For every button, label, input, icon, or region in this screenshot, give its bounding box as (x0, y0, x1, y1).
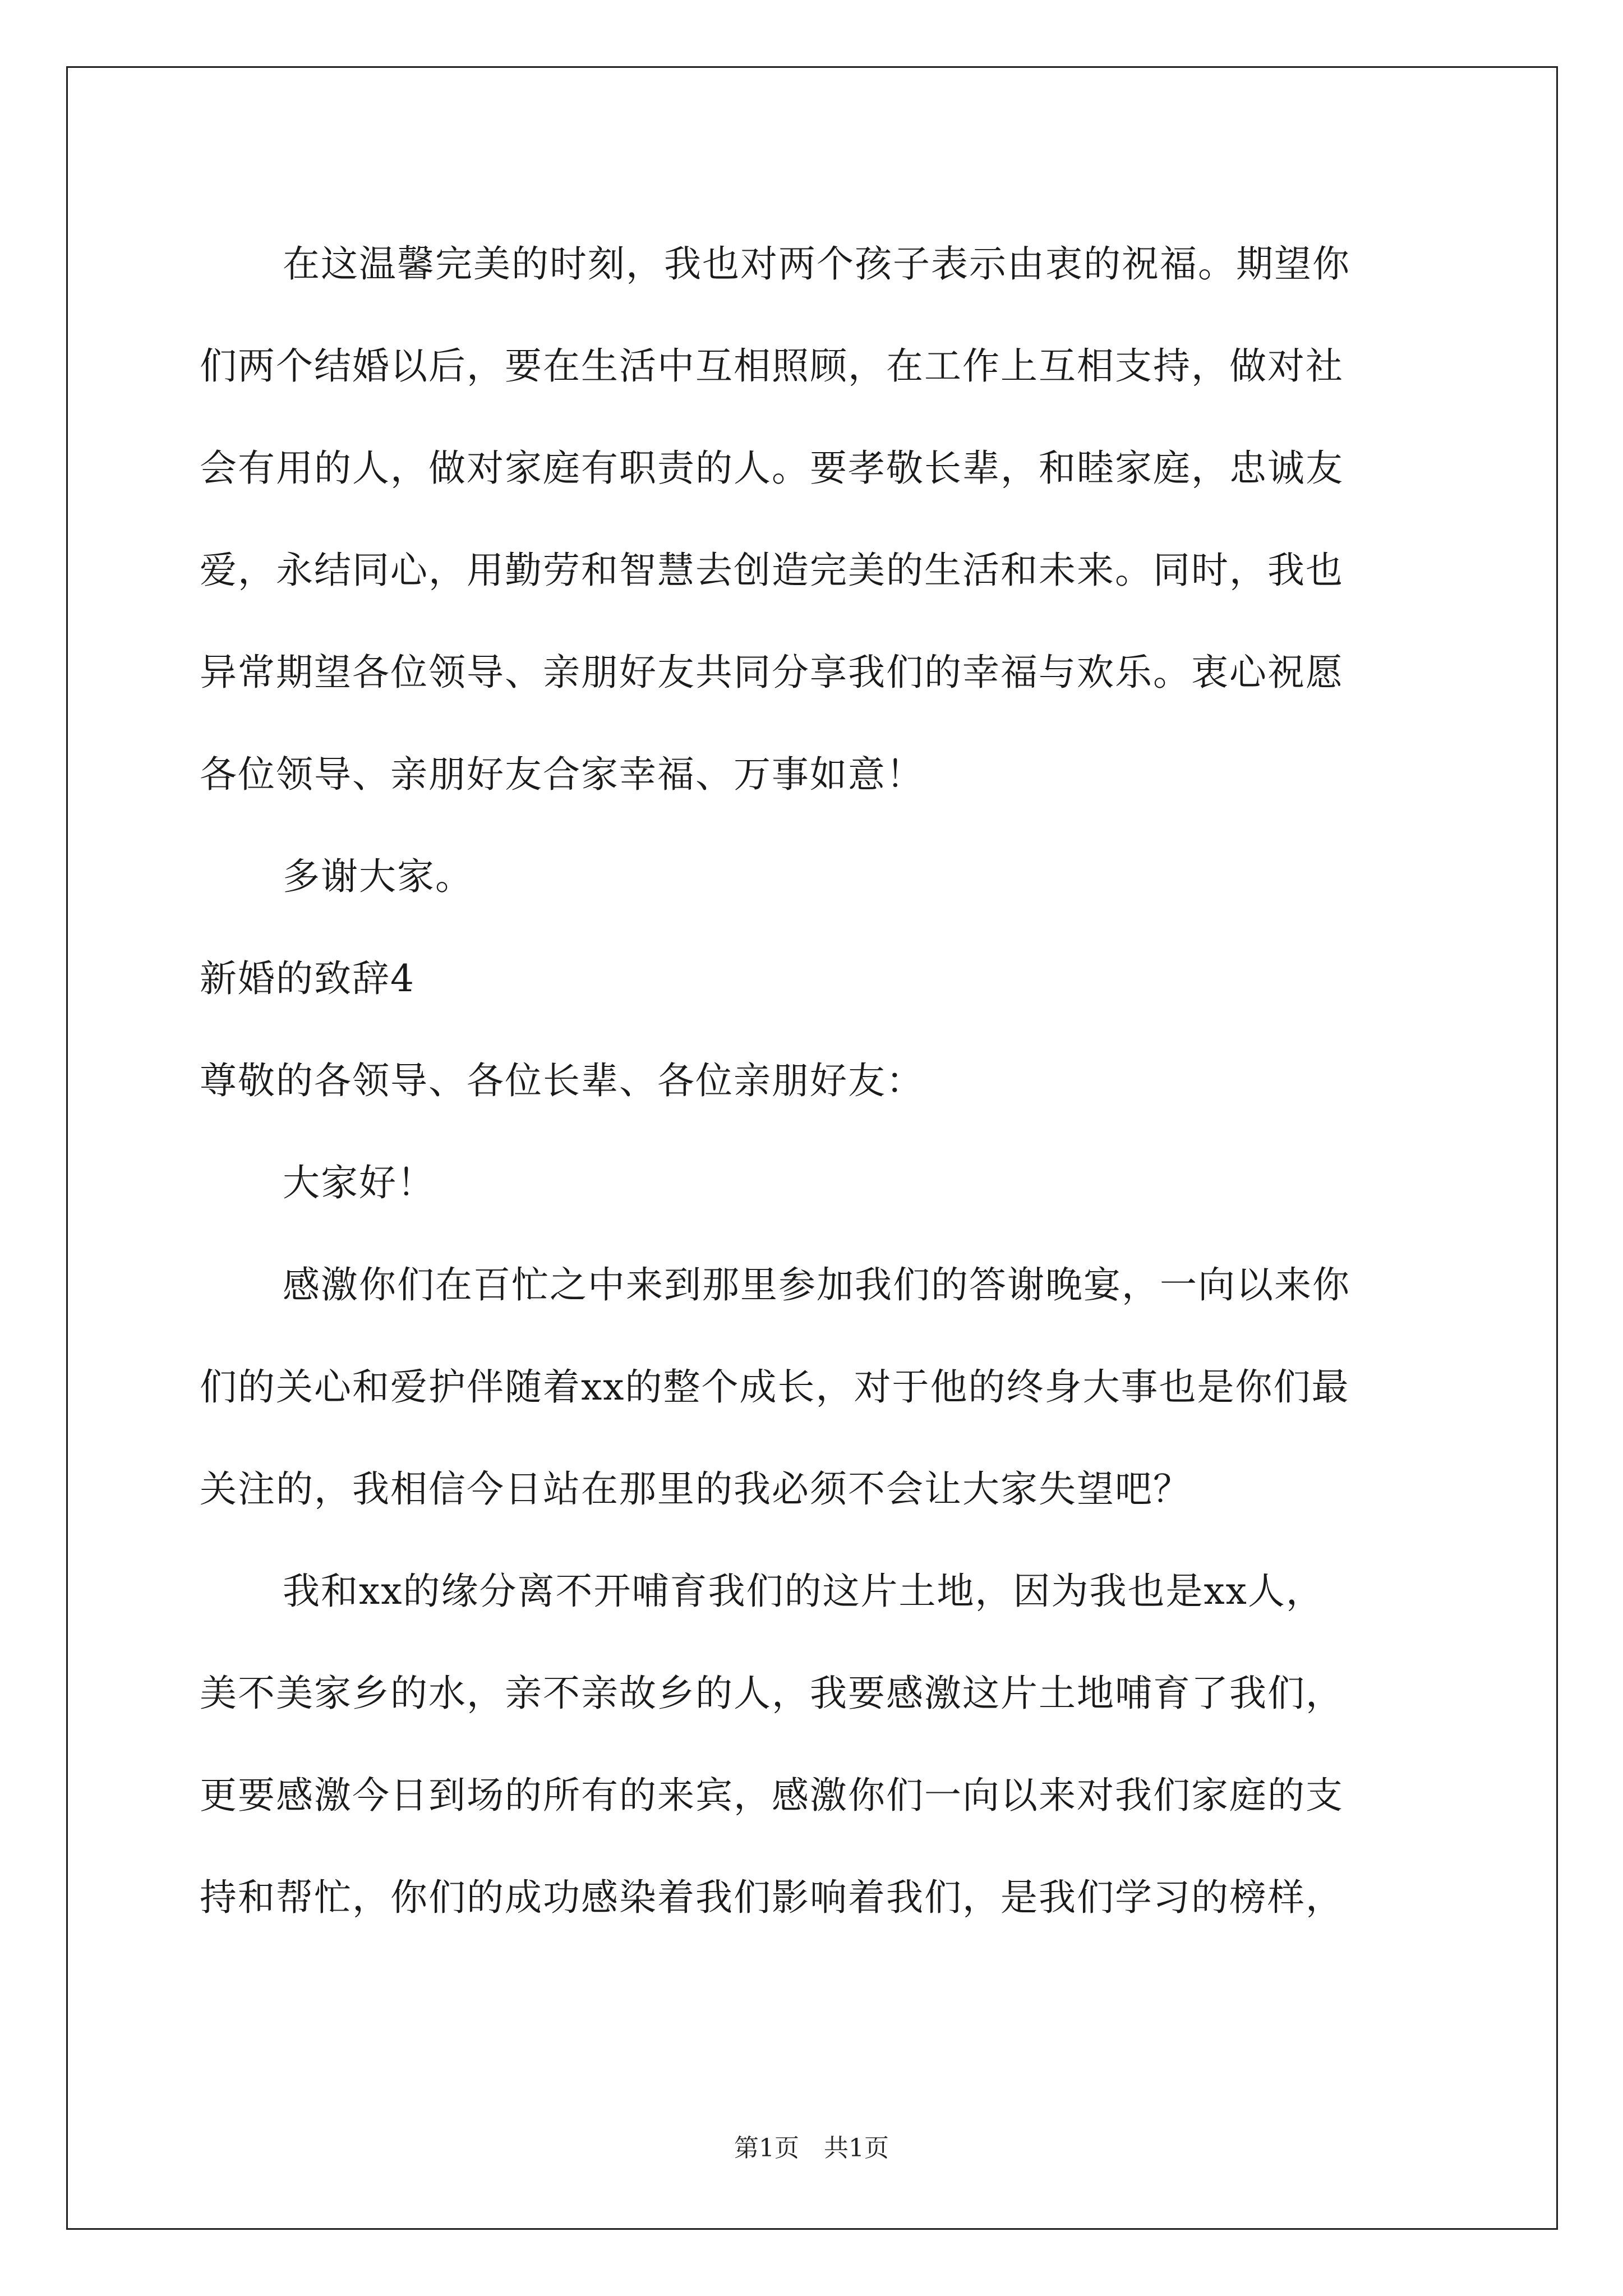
paragraph-line: 感激你们在百忙之中来到那里参加我们的答谢晚宴，一向以来你 (283, 1263, 1350, 1306)
document-body (200, 213, 1433, 1949)
paragraph-line: 我和xx的缘分离不开哺育我们的这片土地，因为我也是xx人， (283, 1570, 1324, 1613)
paragraph-line: 更要感激今日到场的所有的来宾，感激你们一向以来对我们家庭的支 (200, 1774, 1344, 1817)
greeting: 大家好！ (283, 1161, 435, 1204)
section-heading: 新婚的致辞4 (200, 957, 415, 1000)
paragraph-line: 们的关心和爱护伴随着xx的整个成长，对于他的终身大事也是你们最 (200, 1365, 1350, 1409)
paragraph-line: 异常期望各位领导、亲朋好友共同分享我们的幸福与欢乐。衷心祝愿 (200, 651, 1344, 694)
paragraph-line: 各位领导、亲朋好友合家幸福、万事如意！ (200, 753, 924, 796)
paragraph-line: 多谢大家。 (283, 855, 473, 898)
page-footer: 第1页 共1页 (734, 2134, 889, 2162)
paragraph-line: 们两个结婚以后，要在生活中互相照顾，在工作上互相支持，做对社 (200, 344, 1344, 388)
paragraph-line: 会有用的人，做对家庭有职责的人。要孝敬长辈，和睦家庭，忠诚友 (200, 447, 1344, 490)
paragraph-line: 美不美家乡的水，亲不亲故乡的人，我要感激这片土地哺育了我们， (200, 1672, 1344, 1715)
paragraph-line: 关注的，我相信今日站在那里的我必须不会让大家失望吧？ (200, 1467, 1191, 1511)
paragraph-line: 爱，永结同心，用勤劳和智慧去创造完美的生活和未来。同时，我也 (200, 549, 1344, 592)
paragraph-line: 在这温馨完美的时刻，我也对两个孩子表示由衷的祝福。期望你 (283, 242, 1350, 286)
salutation: 尊敬的各领导、各位长辈、各位亲朋好友： (200, 1059, 924, 1102)
paragraph-line: 持和帮忙，你们的成功感染着我们影响着我们，是我们学习的榜样， (200, 1876, 1344, 1919)
